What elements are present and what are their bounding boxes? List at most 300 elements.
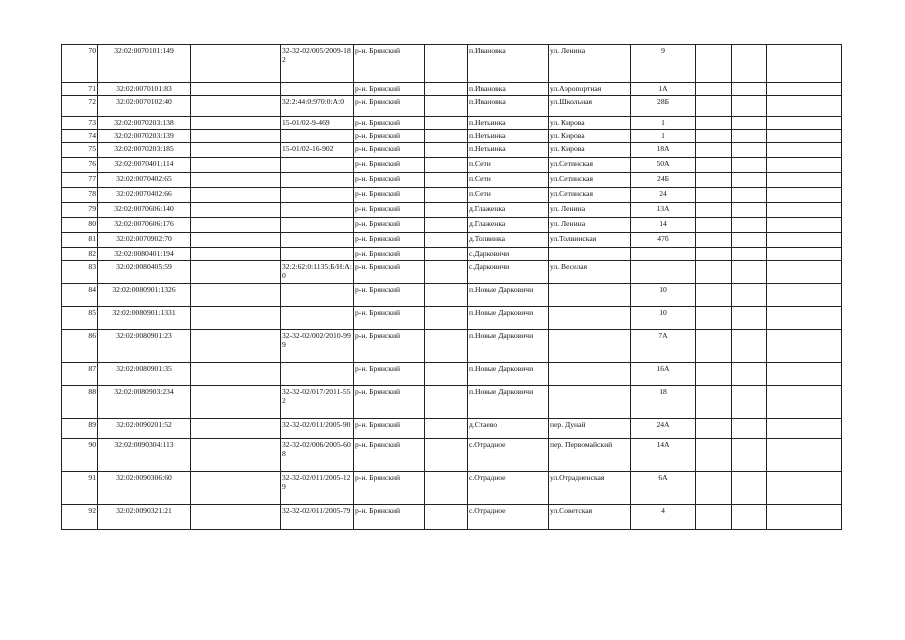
table-row	[62, 203, 842, 218]
empty-cell	[191, 96, 281, 117]
empty-cell	[732, 363, 767, 386]
street: ул.Аэропортная	[549, 83, 631, 96]
empty-cell	[696, 83, 732, 96]
empty-cell	[191, 261, 281, 284]
registration-number	[281, 83, 354, 96]
cadastral-number: 32:02:0070203:138	[98, 117, 191, 130]
empty-cell	[732, 472, 767, 505]
locality: п.Сети	[468, 158, 549, 173]
locality: с.Дарковичи	[468, 261, 549, 284]
street: ул.Советская	[549, 505, 631, 530]
table-row	[62, 419, 842, 439]
empty-cell	[191, 158, 281, 173]
empty-cell	[732, 505, 767, 530]
empty-cell	[732, 96, 767, 117]
table-row	[62, 233, 842, 248]
house-number: 14	[631, 218, 696, 233]
cadastral-number: 32:02:0070402:66	[98, 188, 191, 203]
cadastral-number: 32:02:0090201:52	[98, 419, 191, 439]
empty-cell	[696, 203, 732, 218]
empty-cell	[732, 307, 767, 330]
empty-cell	[425, 45, 468, 83]
locality: д.Глаженка	[468, 203, 549, 218]
registration-number: 15-01/02-9-469	[281, 117, 354, 130]
row-number: 85	[62, 307, 98, 330]
empty-cell	[767, 96, 842, 117]
district: р-н. Брянский	[354, 117, 425, 130]
street: ул. Ленина	[549, 203, 631, 218]
empty-cell	[767, 248, 842, 261]
registration-number	[281, 363, 354, 386]
house-number: 10	[631, 284, 696, 307]
registration-number	[281, 233, 354, 248]
empty-cell	[696, 96, 732, 117]
empty-cell	[425, 472, 468, 505]
district: р-н. Брянский	[354, 439, 425, 472]
empty-cell	[191, 45, 281, 83]
registration-number: 32-32-02/011/2005-79	[281, 505, 354, 530]
street: ул. Ленина	[549, 218, 631, 233]
empty-cell	[696, 233, 732, 248]
empty-cell	[425, 203, 468, 218]
locality: с.Отрадное	[468, 439, 549, 472]
empty-cell	[767, 472, 842, 505]
table-row	[62, 284, 842, 307]
table-row	[62, 307, 842, 330]
row-number: 77	[62, 173, 98, 188]
row-number: 88	[62, 386, 98, 419]
empty-cell	[425, 83, 468, 96]
empty-cell	[696, 130, 732, 143]
district: р-н. Брянский	[354, 419, 425, 439]
row-number: 87	[62, 363, 98, 386]
table-row	[62, 330, 842, 363]
row-number: 84	[62, 284, 98, 307]
locality: с.Отрадное	[468, 505, 549, 530]
registration-number	[281, 284, 354, 307]
locality: п.Новые Дарковичи	[468, 284, 549, 307]
street: ул.Сетинская	[549, 173, 631, 188]
row-number: 76	[62, 158, 98, 173]
house-number: 24Б	[631, 173, 696, 188]
row-number: 82	[62, 248, 98, 261]
street	[549, 363, 631, 386]
row-number: 74	[62, 130, 98, 143]
registration-number: 32-32-02/005/2009-182	[281, 45, 354, 83]
locality: п.Нетьинка	[468, 117, 549, 130]
street	[549, 386, 631, 419]
cadastral-number: 32:02:0070101:83	[98, 83, 191, 96]
empty-cell	[191, 203, 281, 218]
registration-number: 32:2:44:0:970:0:А:0	[281, 96, 354, 117]
house-number: 13А	[631, 203, 696, 218]
district: р-н. Брянский	[354, 143, 425, 158]
table-row	[62, 143, 842, 158]
row-number: 75	[62, 143, 98, 158]
empty-cell	[425, 117, 468, 130]
empty-cell	[732, 419, 767, 439]
empty-cell	[696, 472, 732, 505]
empty-cell	[696, 330, 732, 363]
house-number: 1	[631, 117, 696, 130]
table-row	[62, 45, 842, 83]
district: р-н. Брянский	[354, 45, 425, 83]
table-row	[62, 83, 842, 96]
empty-cell	[425, 419, 468, 439]
empty-cell	[425, 130, 468, 143]
empty-cell	[767, 173, 842, 188]
empty-cell	[425, 505, 468, 530]
street	[549, 307, 631, 330]
empty-cell	[732, 284, 767, 307]
empty-cell	[191, 117, 281, 130]
house-number: 4	[631, 505, 696, 530]
table-row	[62, 363, 842, 386]
empty-cell	[767, 218, 842, 233]
registration-number: 15-01/02-16-902	[281, 143, 354, 158]
empty-cell	[767, 117, 842, 130]
empty-cell	[425, 307, 468, 330]
empty-cell	[425, 158, 468, 173]
empty-cell	[767, 188, 842, 203]
empty-cell	[732, 330, 767, 363]
locality: п.Новые Дарковичи	[468, 330, 549, 363]
empty-cell	[767, 45, 842, 83]
house-number: 14А	[631, 439, 696, 472]
locality: п.Новые Дарковичи	[468, 307, 549, 330]
empty-cell	[696, 284, 732, 307]
empty-cell	[425, 218, 468, 233]
empty-cell	[767, 386, 842, 419]
empty-cell	[191, 330, 281, 363]
street: ул. Веселая	[549, 261, 631, 284]
district: р-н. Брянский	[354, 130, 425, 143]
street: ул.Школьная	[549, 96, 631, 117]
street: ул. Кирова	[549, 130, 631, 143]
empty-cell	[191, 248, 281, 261]
empty-cell	[696, 173, 732, 188]
empty-cell	[767, 284, 842, 307]
street	[549, 248, 631, 261]
empty-cell	[767, 330, 842, 363]
table-row	[62, 188, 842, 203]
table-row	[62, 218, 842, 233]
house-number: 1А	[631, 83, 696, 96]
empty-cell	[425, 96, 468, 117]
locality: с.Отрадное	[468, 472, 549, 505]
cadastral-number: 32:02:0080401:194	[98, 248, 191, 261]
locality: п.Нетьинка	[468, 143, 549, 158]
street: пер. Первомайский	[549, 439, 631, 472]
registration-number: 32-32-02/006/2005-608	[281, 439, 354, 472]
cadastral-number: 32:02:0080405:59	[98, 261, 191, 284]
locality: д.Глаженка	[468, 218, 549, 233]
empty-cell	[732, 130, 767, 143]
house-number: 9	[631, 45, 696, 83]
empty-cell	[191, 218, 281, 233]
empty-cell	[191, 505, 281, 530]
empty-cell	[191, 472, 281, 505]
empty-cell	[767, 419, 842, 439]
table-row	[62, 472, 842, 505]
empty-cell	[425, 188, 468, 203]
row-number: 81	[62, 233, 98, 248]
cadastral-number: 32:02:0070401:114	[98, 158, 191, 173]
row-number: 90	[62, 439, 98, 472]
row-number: 86	[62, 330, 98, 363]
empty-cell	[425, 386, 468, 419]
empty-cell	[696, 45, 732, 83]
row-number: 73	[62, 117, 98, 130]
empty-cell	[191, 307, 281, 330]
district: р-н. Брянский	[354, 472, 425, 505]
empty-cell	[732, 83, 767, 96]
empty-cell	[732, 158, 767, 173]
empty-cell	[425, 439, 468, 472]
registration-number	[281, 173, 354, 188]
table-row	[62, 248, 842, 261]
district: р-н. Брянский	[354, 261, 425, 284]
row-number: 79	[62, 203, 98, 218]
cadastral-number: 32:02:0080901:1331	[98, 307, 191, 330]
empty-cell	[696, 419, 732, 439]
empty-cell	[767, 83, 842, 96]
district: р-н. Брянский	[354, 173, 425, 188]
empty-cell	[767, 143, 842, 158]
empty-cell	[425, 261, 468, 284]
locality: п.Ивановка	[468, 45, 549, 83]
table-row	[62, 117, 842, 130]
registration-number	[281, 203, 354, 218]
cadastral-number: 32:02:0070606:176	[98, 218, 191, 233]
house-number: 1	[631, 130, 696, 143]
house-number: 7А	[631, 330, 696, 363]
row-number: 89	[62, 419, 98, 439]
registration-number	[281, 218, 354, 233]
cadastral-number: 32:02:0070902:70	[98, 233, 191, 248]
empty-cell	[696, 363, 732, 386]
table-row	[62, 96, 842, 117]
empty-cell	[767, 505, 842, 530]
empty-cell	[696, 143, 732, 158]
register-table	[61, 44, 842, 530]
locality: п.Ивановка	[468, 96, 549, 117]
cadastral-number: 32:02:0070606:140	[98, 203, 191, 218]
empty-cell	[732, 248, 767, 261]
cadastral-number: 32:02:0080903:234	[98, 386, 191, 419]
empty-cell	[696, 158, 732, 173]
row-number: 92	[62, 505, 98, 530]
empty-cell	[767, 261, 842, 284]
empty-cell	[696, 261, 732, 284]
district: р-н. Брянский	[354, 284, 425, 307]
cadastral-number: 32:02:0090304:113	[98, 439, 191, 472]
registration-number	[281, 188, 354, 203]
row-number: 91	[62, 472, 98, 505]
table-row	[62, 130, 842, 143]
cadastral-number: 32:02:0080901:35	[98, 363, 191, 386]
table-row	[62, 505, 842, 530]
district: р-н. Брянский	[354, 203, 425, 218]
locality: п.Новые Дарковичи	[468, 386, 549, 419]
empty-cell	[732, 45, 767, 83]
registration-number: 32:2:62:0:1135:Б/Н:А:0	[281, 261, 354, 284]
empty-cell	[767, 233, 842, 248]
empty-cell	[696, 218, 732, 233]
empty-cell	[732, 233, 767, 248]
district: р-н. Брянский	[354, 386, 425, 419]
table-row	[62, 386, 842, 419]
empty-cell	[425, 330, 468, 363]
empty-cell	[191, 173, 281, 188]
empty-cell	[191, 233, 281, 248]
house-number: 16А	[631, 363, 696, 386]
table-row	[62, 173, 842, 188]
locality: п.Ивановка	[468, 83, 549, 96]
district: р-н. Брянский	[354, 505, 425, 530]
empty-cell	[696, 439, 732, 472]
empty-cell	[767, 158, 842, 173]
empty-cell	[425, 143, 468, 158]
locality: д.Толвинка	[468, 233, 549, 248]
house-number	[631, 261, 696, 284]
district: р-н. Брянский	[354, 363, 425, 386]
district: р-н. Брянский	[354, 158, 425, 173]
cadastral-number: 32:02:0070203:185	[98, 143, 191, 158]
district: р-н. Брянский	[354, 307, 425, 330]
empty-cell	[732, 261, 767, 284]
district: р-н. Брянский	[354, 188, 425, 203]
street: ул. Кирова	[549, 143, 631, 158]
locality: д.Стаево	[468, 419, 549, 439]
empty-cell	[732, 203, 767, 218]
district: р-н. Брянский	[354, 83, 425, 96]
empty-cell	[732, 117, 767, 130]
house-number: 47б	[631, 233, 696, 248]
district: р-н. Брянский	[354, 330, 425, 363]
table-row	[62, 158, 842, 173]
locality: п.Сети	[468, 188, 549, 203]
cadastral-number: 32:02:0080901:23	[98, 330, 191, 363]
street	[549, 284, 631, 307]
empty-cell	[767, 203, 842, 218]
house-number: 50А	[631, 158, 696, 173]
empty-cell	[191, 363, 281, 386]
locality: п.Сети	[468, 173, 549, 188]
empty-cell	[767, 439, 842, 472]
district: р-н. Брянский	[354, 218, 425, 233]
empty-cell	[732, 173, 767, 188]
empty-cell	[732, 218, 767, 233]
row-number: 72	[62, 96, 98, 117]
cadastral-number: 32:02:0070203:139	[98, 130, 191, 143]
row-number: 80	[62, 218, 98, 233]
empty-cell	[425, 233, 468, 248]
cadastral-number: 32:02:0070101:149	[98, 45, 191, 83]
empty-cell	[425, 248, 468, 261]
empty-cell	[767, 363, 842, 386]
empty-cell	[767, 130, 842, 143]
street	[549, 330, 631, 363]
house-number	[631, 248, 696, 261]
empty-cell	[696, 505, 732, 530]
cadastral-number: 32:02:0090306:60	[98, 472, 191, 505]
house-number: 28Б	[631, 96, 696, 117]
empty-cell	[696, 117, 732, 130]
row-number: 83	[62, 261, 98, 284]
empty-cell	[191, 130, 281, 143]
street: ул.Сетинская	[549, 188, 631, 203]
empty-cell	[191, 143, 281, 158]
house-number: 18А	[631, 143, 696, 158]
district: р-н. Брянский	[354, 248, 425, 261]
empty-cell	[191, 188, 281, 203]
registration-number	[281, 130, 354, 143]
registration-number: 32-32-02/017/2011-552	[281, 386, 354, 419]
house-number: 6А	[631, 472, 696, 505]
empty-cell	[732, 188, 767, 203]
table-row	[62, 261, 842, 284]
empty-cell	[191, 284, 281, 307]
locality: п.Новые Дарковичи	[468, 363, 549, 386]
empty-cell	[425, 173, 468, 188]
district: р-н. Брянский	[354, 233, 425, 248]
street: ул.Отрадненская	[549, 472, 631, 505]
empty-cell	[191, 83, 281, 96]
empty-cell	[425, 284, 468, 307]
locality: п.Нетьинка	[468, 130, 549, 143]
empty-cell	[732, 143, 767, 158]
house-number: 18	[631, 386, 696, 419]
registration-number: 32-32-02/002/2010-999	[281, 330, 354, 363]
registration-number	[281, 248, 354, 261]
row-number: 70	[62, 45, 98, 83]
row-number: 71	[62, 83, 98, 96]
registration-number: 32-32-02/011/2005-129	[281, 472, 354, 505]
street: ул.Толвинская	[549, 233, 631, 248]
empty-cell	[696, 248, 732, 261]
cadastral-number: 32:02:0070402:65	[98, 173, 191, 188]
house-number: 10	[631, 307, 696, 330]
street: ул. Кирова	[549, 117, 631, 130]
empty-cell	[767, 307, 842, 330]
locality: с.Дарковичи	[468, 248, 549, 261]
empty-cell	[732, 439, 767, 472]
empty-cell	[191, 386, 281, 419]
registration-number: 32-32-02/011/2005-90	[281, 419, 354, 439]
registration-number	[281, 158, 354, 173]
empty-cell	[732, 386, 767, 419]
house-number: 24А	[631, 419, 696, 439]
row-number: 78	[62, 188, 98, 203]
empty-cell	[696, 307, 732, 330]
street: ул.Сетинская	[549, 158, 631, 173]
cadastral-number: 32:02:0090321:21	[98, 505, 191, 530]
house-number: 24	[631, 188, 696, 203]
table-row	[62, 439, 842, 472]
district: р-н. Брянский	[354, 96, 425, 117]
empty-cell	[425, 363, 468, 386]
empty-cell	[191, 439, 281, 472]
table-body	[62, 45, 842, 530]
street: пер. Дунай	[549, 419, 631, 439]
empty-cell	[191, 419, 281, 439]
empty-cell	[696, 386, 732, 419]
cadastral-number: 32:02:0070102:40	[98, 96, 191, 117]
cadastral-number: 32:02:0080901:1326	[98, 284, 191, 307]
registration-number	[281, 307, 354, 330]
empty-cell	[696, 188, 732, 203]
